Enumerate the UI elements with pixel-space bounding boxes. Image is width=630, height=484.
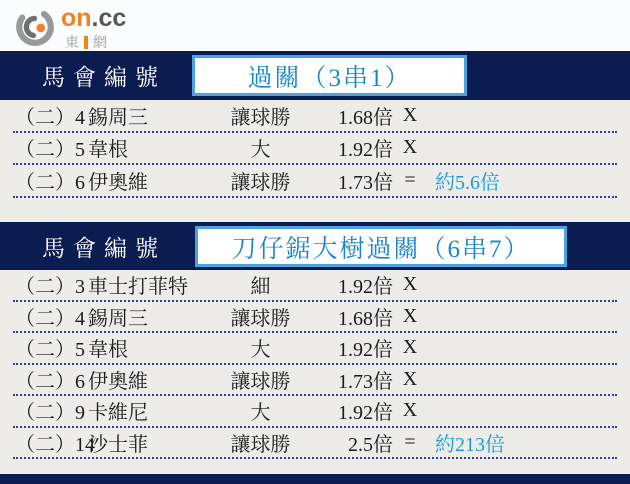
table-row: [13, 133, 617, 166]
table-parlay-3x1: [0, 51, 630, 198]
bottom-bar: [0, 474, 630, 484]
cell-bet: 讓球勝: [230, 433, 291, 456]
oncc-logo: [13, 5, 126, 52]
cell-result: 約213倍: [435, 433, 505, 456]
table-row: [13, 100, 617, 133]
cell-num: （二）9: [15, 402, 85, 425]
cell-mark: X: [402, 367, 418, 390]
cell-mark: =: [404, 430, 416, 453]
cell-odds: 1.92倍: [338, 276, 393, 299]
header-label: 馬會編號: [42, 65, 166, 90]
logo-cn-left: 東: [65, 34, 83, 50]
logo-orange-bar-icon: [84, 36, 88, 49]
cell-mark: X: [402, 399, 418, 422]
cell-num: （二）5: [15, 339, 85, 362]
cell-bet: 讓球勝: [230, 171, 291, 194]
cell-mark: X: [402, 136, 418, 159]
cell-team: 伊奧維: [88, 171, 148, 194]
table-title: 過關（3串1）: [192, 55, 467, 96]
logo-cc: .cc: [91, 4, 127, 32]
cell-mark: X: [402, 103, 418, 126]
logo-chinese: [65, 32, 126, 52]
cell-team: 沙士菲: [88, 433, 148, 456]
cell-mark: =: [404, 168, 416, 191]
rows: [13, 100, 617, 198]
header-label: 馬會編號: [42, 235, 166, 261]
cell-team: 韋根: [88, 339, 128, 362]
cell-bet: 大: [250, 139, 271, 162]
cell-bet: 讓球勝: [230, 370, 291, 393]
cell-num: （二）3: [15, 276, 85, 299]
cell-team: 車士打菲特: [88, 276, 188, 299]
cell-odds: 1.73倍: [338, 370, 393, 393]
cell-mark: X: [402, 273, 418, 296]
cell-bet: 讓球勝: [230, 307, 291, 330]
cell-team: 卡維尼: [88, 402, 148, 425]
cell-odds: 1.92倍: [338, 402, 393, 425]
cell-team: 韋根: [88, 139, 128, 162]
table-header: [0, 222, 630, 270]
oncc-swirl-icon: [13, 5, 57, 49]
logo-text: [61, 5, 126, 52]
cell-team: 錫周三: [88, 307, 148, 330]
cell-team: 錫周三: [88, 106, 148, 129]
cell-odds: 2.5倍: [348, 433, 393, 456]
logo-on: on: [61, 4, 92, 32]
cell-bet: 讓球勝: [230, 106, 291, 129]
cell-num: （二）14: [15, 433, 95, 456]
cell-num: （二）4: [15, 106, 85, 129]
cell-bet: 大: [250, 402, 271, 425]
table-row: [13, 302, 617, 334]
logo-cn-right: 網: [93, 34, 111, 50]
cell-result: 約5.6倍: [435, 171, 500, 194]
table-row: [13, 396, 617, 428]
table-row: [13, 365, 617, 397]
table-row: [13, 333, 617, 365]
cell-mark: X: [402, 336, 418, 359]
rows: [13, 270, 617, 459]
cell-num: （二）5: [15, 139, 85, 162]
table-row: [13, 165, 617, 198]
table-title: 刀仔鋸大樹過關（6串7）: [195, 226, 567, 267]
cell-mark: X: [402, 304, 418, 327]
logo-wordmark: [61, 5, 126, 31]
cell-bet: 細: [250, 276, 271, 299]
table-header: [0, 51, 630, 100]
table-row: [13, 428, 617, 460]
cell-odds: 1.92倍: [338, 139, 393, 162]
cell-odds: 1.68倍: [338, 307, 393, 330]
top-strip: [0, 0, 630, 51]
cell-bet: 大: [250, 339, 271, 362]
table-parlay-6x7: [0, 222, 630, 459]
cell-odds: 1.92倍: [338, 339, 393, 362]
cell-team: 伊奧維: [88, 370, 148, 393]
cell-odds: 1.68倍: [338, 106, 393, 129]
cell-odds: 1.73倍: [338, 171, 393, 194]
cell-num: （二）4: [15, 307, 85, 330]
cell-num: （二）6: [15, 171, 85, 194]
cell-num: （二）6: [15, 370, 85, 393]
table-row: [13, 270, 617, 302]
